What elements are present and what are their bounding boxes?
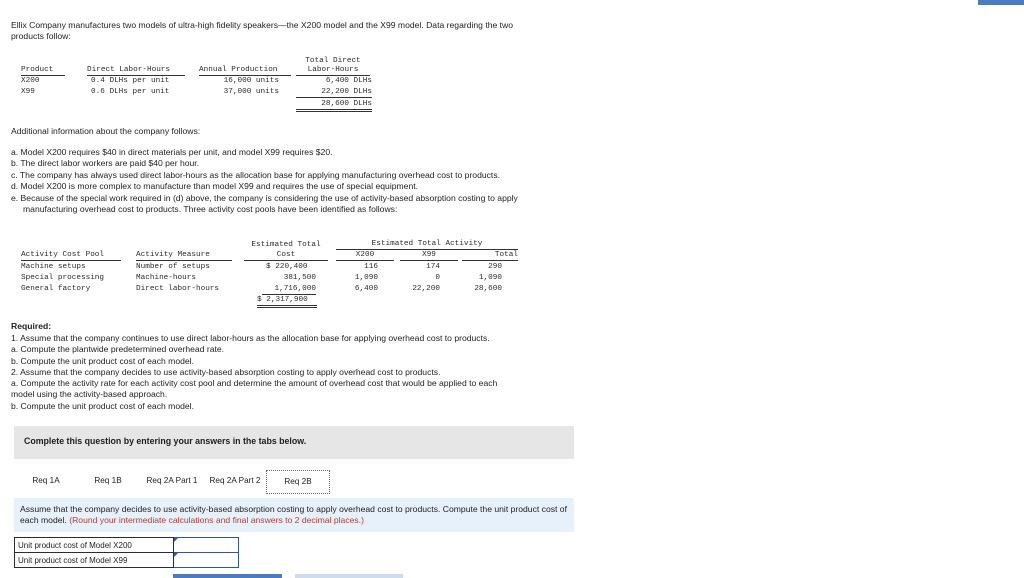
answer-label-x99: Unit product cost of Model X99 [15, 553, 174, 568]
required-line-3: b. Compute the unit product cost of each model. [11, 356, 194, 366]
total-dlh-header-1: Total Direct [305, 57, 361, 65]
row1-total: 6,400 DLHs [325, 77, 372, 85]
pool-total-cost: $ 2,317,900 [257, 296, 317, 308]
required-line-7: b. Compute the unit product cost of each model. [11, 401, 194, 411]
answer-row [15, 553, 239, 568]
answer-row [15, 538, 239, 553]
pool-row2-name: Special processing [21, 274, 105, 282]
row2-dlh: 0.6 DLHs per unit [91, 88, 170, 96]
col-total-header: Total [462, 251, 518, 261]
banner-text: Complete this question by entering your answers in the tabs below. [24, 436, 307, 446]
top-right-button[interactable] [978, 0, 1024, 5]
pool-row1-cost: $ 220,400 [266, 263, 308, 271]
tab-req-2a-part-2[interactable]: Req 2A Part 2 [205, 470, 265, 492]
col-dlh-header: Direct Labor-Hours [87, 66, 185, 76]
pool-row2-x200: 1,090 [354, 274, 378, 282]
pool-row2-total: 1,090 [478, 274, 502, 282]
required-line-1: 1. Assume that the company continues to use direct labor-hours as the allocation base for applying overhead cost to products. [11, 333, 490, 343]
required-line-5: a. Compute the activity rate for each activity cost pool and determine the amount of overhead cost that would be applied to each [11, 378, 498, 388]
pool-row3-x200: 6,400 [354, 285, 378, 293]
instructions-banner [14, 426, 574, 459]
pool-row1-x99: 174 [426, 263, 440, 271]
col-pool-header: Activity Cost Pool [21, 251, 121, 261]
est-cost-header-2: Cost [244, 251, 328, 261]
answer-cell-x200[interactable] [174, 538, 239, 553]
row2-product: X99 [21, 88, 35, 96]
pool-row2-x99: 0 [435, 274, 440, 282]
instruction-box [14, 498, 574, 532]
additional-item-d: d. Model X200 is more complex to manufacture than model X99 and requires the use of special equipment. [11, 181, 419, 191]
pool-row3-name: General factory [21, 285, 91, 293]
col-x200-header: X200 [336, 251, 394, 261]
pool-row1-measure: Number of setups [136, 263, 210, 271]
col-measure-header: Activity Measure [136, 251, 232, 261]
tab-req-1b[interactable]: Req 1B [78, 470, 138, 492]
pool-row3-x99: 22,200 [412, 285, 440, 293]
row2-production: 37,000 units [223, 88, 279, 96]
answer-table [14, 537, 239, 568]
instruction-text: Assume that the company decides to use activity-based absorption costing to apply overhead cost to products. Compute the unit product cost of each model. [20, 504, 567, 525]
pool-row3-cost: 1,716,000 [262, 284, 316, 295]
required-line-4: 2. Assume that the company decides to use activity-based absorption costing to apply overhead cost to products. [11, 367, 441, 377]
next-tab-button[interactable] [295, 574, 403, 578]
row1-production: 16,000 units [223, 77, 279, 85]
est-activity-header: Estimated Total Activity [336, 240, 518, 250]
tab-req-2a-part-1[interactable]: Req 2A Part 1 [140, 470, 204, 492]
additional-heading: Additional information about the company follows: [11, 126, 201, 136]
col-x99-header: X99 [400, 251, 458, 261]
pool-row2-measure: Machine-hours [136, 274, 196, 282]
est-cost-header-1: Estimated Total [251, 241, 321, 249]
additional-item-c: c. The company has always used direct labor-hours as the allocation base for applying manufacturing overhead cost to products. [11, 170, 501, 180]
pool-row3-total: 28,600 [474, 285, 502, 293]
rounding-note: (Round your intermediate calculations and final answers to 2 decimal places.) [69, 515, 364, 525]
total-dlh-header-2: Labor-Hours [296, 66, 370, 76]
required-line-2: a. Compute the plantwide predetermined overhead rate. [11, 344, 225, 354]
row2-total: 22,200 DLHs [296, 87, 372, 98]
col-production-header: Annual Production [199, 66, 291, 76]
col-product-header: Product [21, 66, 65, 76]
row1-product: X200 [21, 77, 40, 85]
tab-req-2b[interactable]: Req 2B [266, 470, 330, 494]
unit-cost-x99-input[interactable] [174, 553, 238, 567]
required-line-6: model using the activity-based approach. [11, 389, 168, 399]
additional-item-a: a. Model X200 requires $40 in direct materials per unit, and model X99 requires $20. [11, 147, 333, 157]
pool-row1-x200: 116 [364, 263, 378, 271]
input-flag-icon [174, 553, 178, 557]
tab-req-1a[interactable]: Req 1A [16, 470, 76, 492]
pool-row2-cost: 381,500 [283, 274, 316, 282]
intro-line-2: products follow: [11, 31, 71, 41]
answer-cell-x99[interactable] [174, 553, 239, 568]
pool-row1-name: Machine setups [21, 263, 86, 271]
intro-line-1: Ellix Company manufactures two models of ultra-high fidelity speakers—the X200 model and the X99 model. Data regarding the two [11, 20, 514, 30]
grand-total: 28,600 DLHs [296, 100, 372, 112]
pool-row3-measure: Direct labor-hours [136, 285, 220, 293]
prev-tab-button[interactable] [173, 574, 282, 578]
additional-item-e-cont: manufacturing overhead cost to products. Three activity cost pools have been identified as follows: [23, 204, 398, 214]
additional-item-e: e. Because of the special work required in (d) above, the company is considering the use of activity-based absorption costing to apply [11, 193, 518, 203]
required-heading: Required: [11, 321, 52, 331]
answer-label-x200: Unit product cost of Model X200 [15, 538, 174, 553]
input-flag-icon [174, 538, 178, 542]
row1-dlh: 0.4 DLHs per unit [91, 77, 170, 85]
unit-cost-x200-input[interactable] [174, 538, 238, 552]
additional-item-b: b. The direct labor workers are paid $40 per hour. [11, 158, 200, 168]
pool-row1-total: 290 [488, 263, 502, 271]
